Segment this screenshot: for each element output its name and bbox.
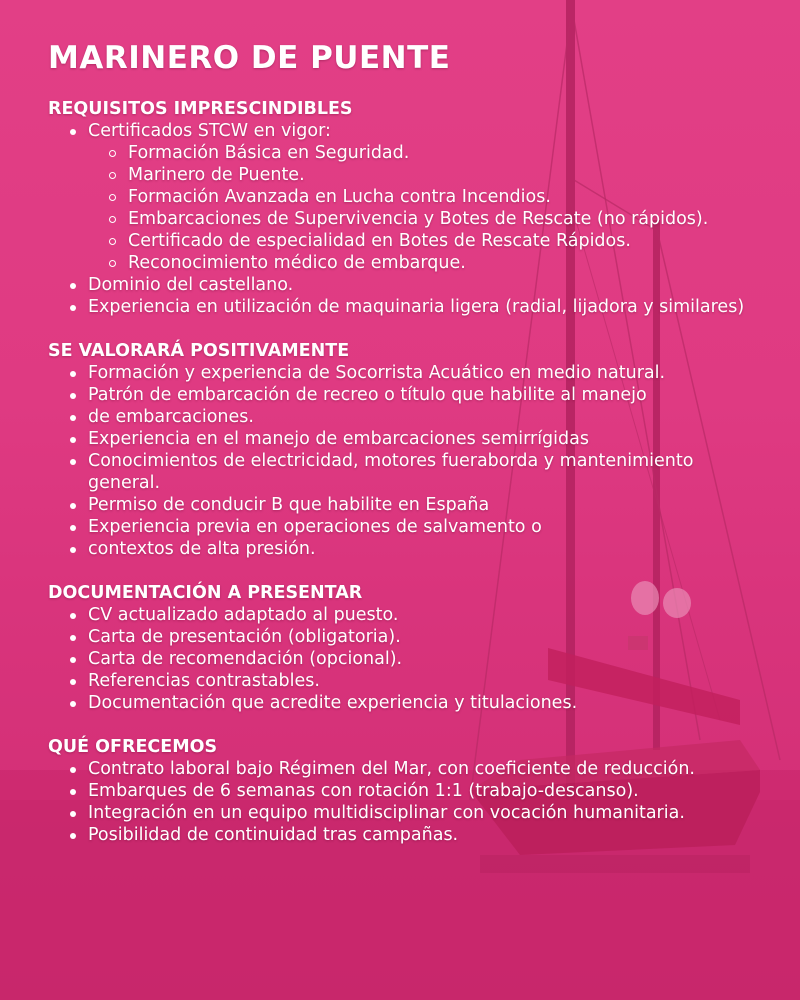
job-description	[48, 40, 768, 868]
list-item: Embarques de 6 semanas con rotación 1:1 (trabajo-descanso).	[48, 780, 768, 802]
list-item: Posibilidad de continuidad tras campañas.	[48, 824, 768, 846]
bullet-list	[48, 120, 768, 318]
section-heading: QUÉ OFRECEMOS	[48, 737, 218, 757]
list-item: Integración en un equipo multidisciplinar con vocación humanitaria.	[48, 802, 768, 824]
sub-list-item: Marinero de Puente.	[88, 164, 768, 186]
section-valued	[48, 340, 768, 560]
bullet-list	[48, 604, 768, 714]
list-item: Carta de presentación (obligatoria).	[48, 626, 768, 648]
sub-list-item: Formación Avanzada en Lucha contra Incendios.	[88, 186, 768, 208]
list-item: Experiencia en el manejo de embarcaciones semirrígidas	[48, 428, 768, 450]
list-item: Conocimientos de electricidad, motores fueraborda y mantenimiento general.	[48, 450, 768, 494]
list-item: CV actualizado adaptado al puesto.	[48, 604, 768, 626]
section-documentation	[48, 582, 768, 714]
list-item: Carta de recomendación (opcional).	[48, 648, 768, 670]
sub-list-item: Reconocimiento médico de embarque.	[88, 252, 768, 274]
list-item: Documentación que acredite experiencia y titulaciones.	[48, 692, 768, 714]
sub-list-item: Certificado de especialidad en Botes de Rescate Rápidos.	[88, 230, 768, 252]
section-heading: SE VALORARÁ POSITIVAMENTE	[48, 341, 350, 361]
list-item-text: Certificados STCW en vigor:	[88, 121, 331, 141]
list-item: Patrón de embarcación de recreo o título que habilite al manejo	[48, 384, 768, 406]
list-item: de embarcaciones.	[48, 406, 768, 428]
list-item: Contrato laboral bajo Régimen del Mar, con coeficiente de reducción.	[48, 758, 768, 780]
section-requirements	[48, 98, 768, 318]
section-heading: DOCUMENTACIÓN A PRESENTAR	[48, 583, 363, 603]
list-item: Referencias contrastables.	[48, 670, 768, 692]
list-item: Experiencia previa en operaciones de salvamento o	[48, 516, 768, 538]
section-heading: REQUISITOS IMPRESCINDIBLES	[48, 99, 353, 119]
page-title: MARINERO DE PUENTE	[48, 40, 451, 76]
list-item: Dominio del castellano.	[48, 274, 768, 296]
list-item: Permiso de conducir B que habilite en España	[48, 494, 768, 516]
bullet-list	[48, 758, 768, 846]
sub-list-item: Formación Básica en Seguridad.	[88, 142, 768, 164]
section-offer	[48, 736, 768, 846]
list-item: Formación y experiencia de Socorrista Acuático en medio natural.	[48, 362, 768, 384]
bullet-list	[48, 362, 768, 560]
sub-list	[88, 142, 768, 274]
list-item: contextos de alta presión.	[48, 538, 768, 560]
list-item	[48, 120, 768, 274]
sub-list-item: Embarcaciones de Supervivencia y Botes de Rescate (no rápidos).	[88, 208, 768, 230]
list-item: Experiencia en utilización de maquinaria ligera (radial, lijadora y similares)	[48, 296, 768, 318]
